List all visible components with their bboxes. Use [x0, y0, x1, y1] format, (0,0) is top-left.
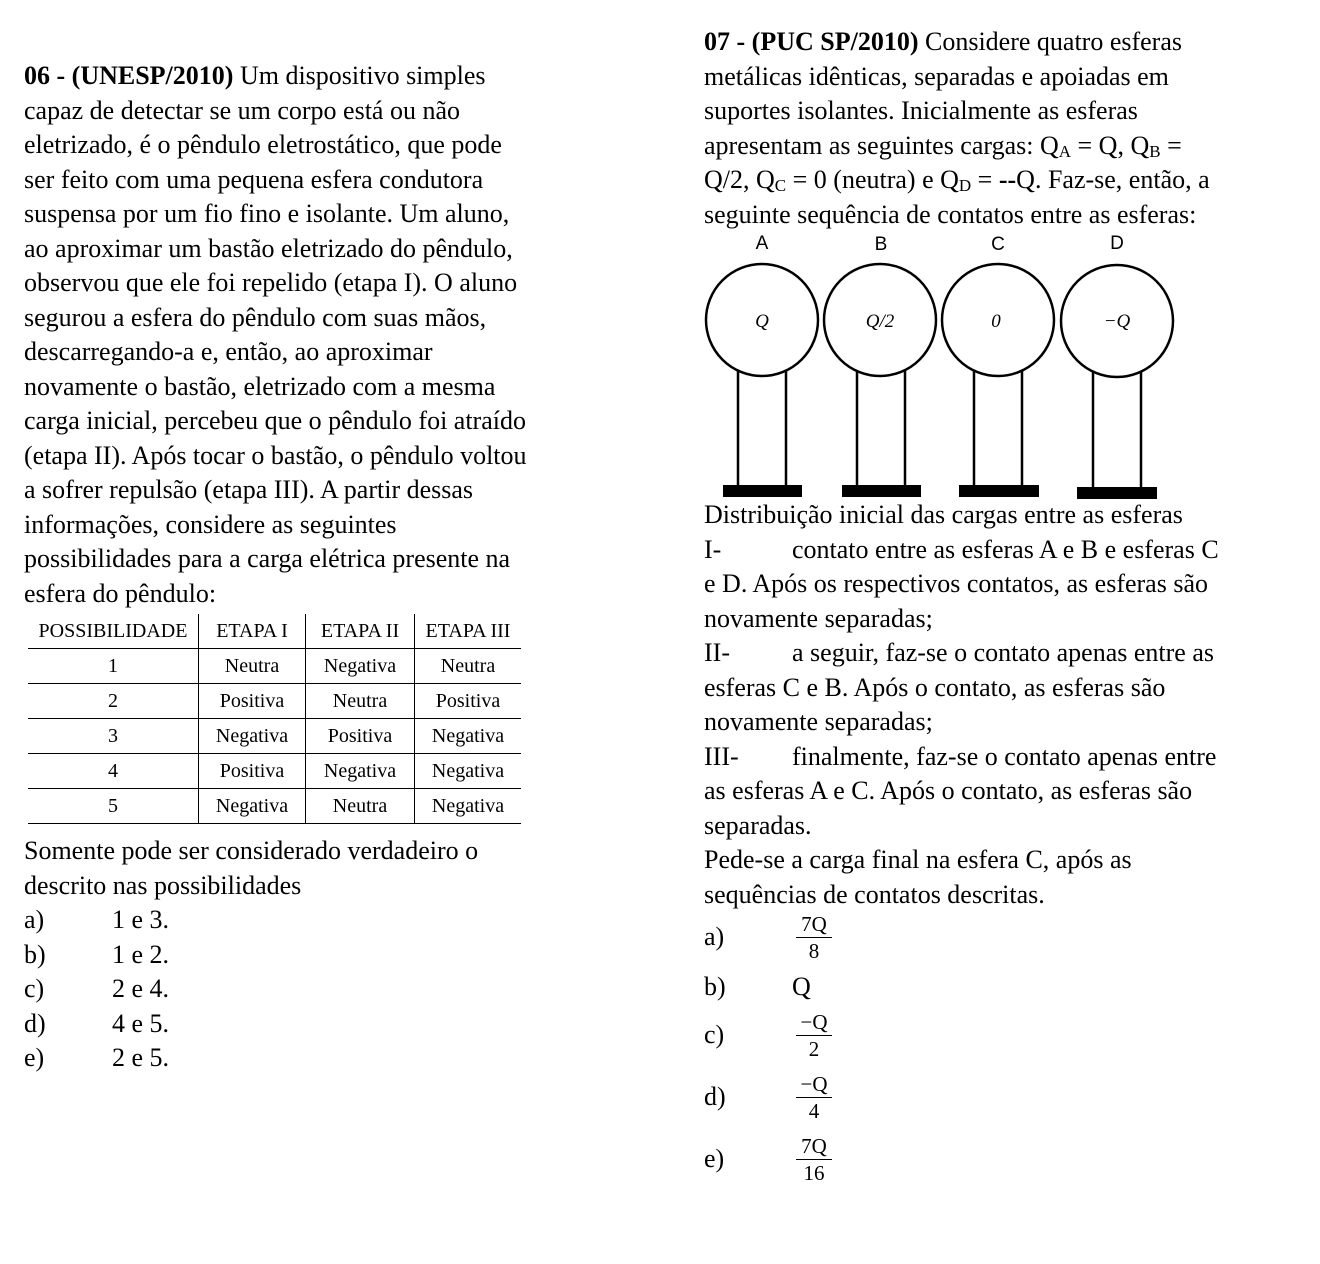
denominator: 8 [808, 939, 820, 963]
option-label: c) [24, 974, 45, 1003]
table-cell: 4 [28, 754, 199, 789]
step-label: II- [704, 638, 730, 667]
denominator: 2 [808, 1037, 820, 1061]
fraction [796, 1072, 832, 1123]
answer-label: b) [704, 972, 726, 1001]
spheres-diagram [700, 228, 1180, 500]
question-06-line: esfera do pêndulo: [24, 578, 217, 608]
sphere-c-charge: 0 [991, 311, 1001, 332]
table-row [28, 719, 521, 754]
step-label: III- [704, 741, 739, 771]
table-cell: Positiva [199, 684, 306, 719]
question-07-line: 07 - (PUC SP/2010) Considere quatro esferas [704, 27, 1183, 56]
step-2: II- a seguir, faz-se o contato apenas entre as [704, 636, 1219, 671]
table-row [28, 649, 521, 684]
table-cell: Negativa [306, 754, 415, 789]
question-06-line: 06 - (UNESP/2010) Um dispositivo simples [24, 61, 486, 90]
question-06-line: descarregando-a e, então, ao aproximar [24, 337, 433, 366]
support-base-b [842, 485, 921, 497]
option-label: d) [24, 1008, 46, 1038]
fraction [796, 1010, 832, 1061]
question-06-line: ser feito com uma pequena esfera condutora [24, 164, 484, 194]
answer-label: d) [704, 1082, 726, 1111]
question-07-line: Q/2, $Q_C = 0$ (neutra) e $Q_D = --Q$. Faz-se, então, a [704, 165, 1210, 195]
table-cell: Negativa [415, 789, 522, 824]
answer-d[interactable] [704, 1070, 904, 1130]
answer-a[interactable] [704, 910, 904, 970]
step-line: separadas. [704, 810, 812, 840]
step-3: III- finalmente, faz-se o contato apenas entre [704, 740, 1219, 775]
table-row [28, 789, 521, 824]
table-cell: Positiva [415, 684, 522, 719]
sphere-a-letter: A [755, 233, 769, 254]
question-06-line: carga inicial, percebeu que o pêndulo foi atraído [24, 406, 526, 435]
table-cell: 2 [28, 684, 199, 719]
prompt-line: Somente pode ser considerado verdadeiro o [24, 836, 479, 865]
question-06-line: observou que ele foi repelido (etapa I). O aluno [24, 268, 518, 297]
question-07-number: 07 - (PUC SP/2010) [704, 27, 919, 56]
question-07-line: metálicas idênticas, separadas e apoiadas em [704, 61, 1169, 91]
numerator: −Q [796, 1072, 832, 1098]
sphere-a-charge: Q [755, 311, 769, 332]
sphere-b [824, 264, 936, 488]
header-possibilidade: POSSIBILIDADE [28, 614, 199, 649]
step-line: novamente separadas; [704, 707, 933, 736]
prompt-line: descrito nas possibilidades [24, 870, 302, 900]
table-cell: Negativa [415, 754, 522, 789]
answer-label: e) [704, 1144, 725, 1173]
option-c[interactable] [24, 972, 478, 1007]
fraction [796, 912, 832, 963]
question-07 [704, 25, 1304, 232]
header-etapa-1: ETAPA I [199, 614, 306, 649]
option-text: 4 e 5. [112, 1008, 170, 1038]
table-cell: Neutra [199, 649, 306, 684]
answer-label: c) [704, 1020, 725, 1049]
table-cell: Neutra [306, 684, 415, 719]
question-06-line: segurou a esfera do pêndulo com suas mãos, [24, 302, 487, 332]
answer-label: a) [704, 922, 725, 951]
sphere-a [706, 264, 818, 488]
question-06-line: novamente o bastão, eletrizado com a mesma [24, 371, 496, 401]
table-cell: Positiva [199, 754, 306, 789]
possibilities-table [28, 614, 521, 824]
diagram-caption: Distribuição inicial das cargas entre as esferas [704, 500, 1183, 529]
step-label: I- [704, 534, 722, 564]
support-base-c [959, 485, 1039, 497]
option-text: 1 e 2. [112, 939, 170, 969]
option-e[interactable] [24, 1041, 478, 1076]
answer-value: Q [792, 972, 811, 1001]
denominator: 4 [808, 1099, 820, 1123]
question-06-line: possibilidades para a carga elétrica presente na [24, 544, 511, 573]
numerator: 7Q [796, 912, 832, 938]
option-text: 1 e 3. [112, 905, 170, 934]
table-cell: 1 [28, 649, 199, 684]
question-07-line: seguinte sequência de contatos entre as esferas: [704, 199, 1197, 229]
question-06-line: eletrizado, é o pêndulo eletrostático, que pode [24, 130, 502, 159]
question-06-number: 06 - (UNESP/2010) [24, 61, 234, 90]
sphere-d-charge: −Q [1103, 311, 1131, 332]
question-07-steps [704, 498, 1219, 912]
table-cell: 3 [28, 719, 199, 754]
option-label: b) [24, 939, 46, 969]
sphere-d-letter: D [1110, 233, 1124, 254]
table-row [28, 754, 521, 789]
step-line: as esferas A e C. Após o contato, as esferas são [704, 776, 1193, 805]
question-07-prompt: Pede-se a carga final na esfera C, após as [704, 845, 1132, 874]
sphere-b-letter: B [874, 234, 888, 255]
question-06-line: ao aproximar um bastão eletrizado do pêndulo, [24, 233, 513, 263]
question-06-line: a sofrer repulsão (etapa III). A partir dessas [24, 475, 474, 504]
fraction [796, 1134, 832, 1185]
option-text: 2 e 4. [112, 974, 170, 1003]
sphere-d [1061, 265, 1173, 490]
question-07-prompt: sequências de contatos descritas. [704, 879, 1045, 909]
option-label: e) [24, 1043, 45, 1072]
table-cell: Negativa [199, 789, 306, 824]
step-line: novamente separadas; [704, 603, 933, 633]
table-cell: Neutra [415, 649, 522, 684]
numerator: −Q [796, 1010, 832, 1036]
table-cell: 5 [28, 789, 199, 824]
sphere-c [942, 264, 1054, 488]
table-cell: Negativa [415, 719, 522, 754]
option-d[interactable] [24, 1007, 478, 1042]
step-line: e D. Após os respectivos contatos, as esferas são [704, 569, 1208, 598]
table-cell: Positiva [306, 719, 415, 754]
question-07-line: suportes isolantes. Inicialmente as esferas [704, 96, 1138, 125]
numerator: 7Q [796, 1134, 832, 1160]
question-06-line: suspensa por um fio fino e isolante. Um aluno, [24, 199, 510, 228]
support-base-a [723, 485, 802, 497]
option-a[interactable] [24, 903, 478, 938]
sphere-b-charge: Q/2 [865, 311, 895, 332]
question-06-line: informações, considere as seguintes [24, 509, 397, 539]
header-etapa-2: ETAPA II [306, 614, 415, 649]
step-line: esferas C e B. Após o contato, as esferas são [704, 672, 1166, 702]
sphere-c-letter: C [991, 234, 1005, 255]
question-06-line: (etapa II). Após tocar o bastão, o pêndulo voltou [24, 440, 527, 470]
header-etapa-3: ETAPA III [415, 614, 522, 649]
option-text: 2 e 5. [112, 1043, 170, 1072]
step-1: I- contato entre as esferas A e B e esferas C [704, 533, 1219, 568]
question-06 [24, 59, 624, 611]
question-06-prompt [24, 834, 478, 1076]
table-row [28, 684, 521, 719]
table-header-row [28, 614, 521, 649]
option-b[interactable] [24, 938, 478, 973]
table-cell: Negativa [199, 719, 306, 754]
question-07-line: apresentam as seguintes cargas: $Q_A = Q$, $Q_B$ = [704, 130, 1182, 161]
table-cell: Neutra [306, 789, 415, 824]
option-label: a) [24, 905, 45, 934]
answer-c[interactable] [704, 1008, 904, 1068]
table-cell: Negativa [306, 649, 415, 684]
denominator: 16 [803, 1161, 825, 1185]
question-06-line: capaz de detectar se um corpo está ou não [24, 95, 461, 125]
answer-e[interactable] [704, 1132, 904, 1192]
